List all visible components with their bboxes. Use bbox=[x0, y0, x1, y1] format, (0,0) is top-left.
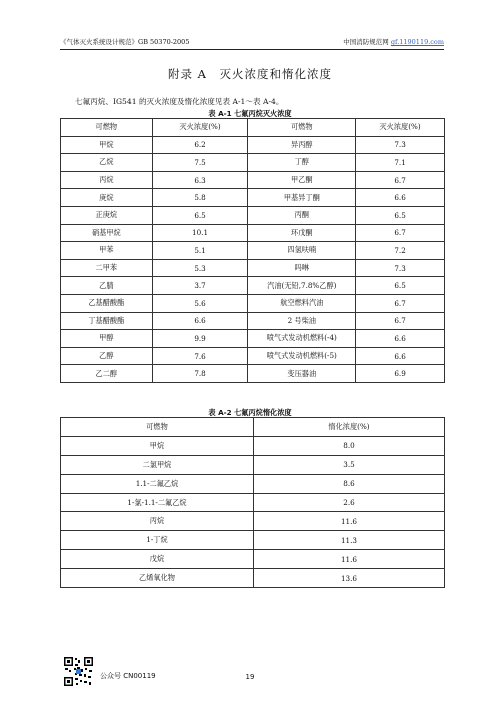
table-row bbox=[61, 550, 445, 569]
table-row bbox=[61, 365, 445, 383]
table-cell: 6.7 bbox=[356, 171, 445, 189]
table-a2-caption: 表 A-2 七氟丙烷惰化浓度 bbox=[208, 408, 292, 417]
header-site bbox=[343, 37, 444, 47]
table-cell: 乙腈 bbox=[61, 277, 153, 295]
table-cell: 8.6 bbox=[254, 474, 445, 493]
table-cell: 6.2 bbox=[152, 136, 248, 154]
table-cell: 丙烷 bbox=[61, 512, 254, 531]
table-cell: 6.5 bbox=[356, 206, 445, 224]
table-cell: 7.2 bbox=[356, 242, 445, 260]
table-row bbox=[61, 493, 445, 512]
table-row bbox=[61, 474, 445, 493]
table-cell: 丙酮 bbox=[248, 206, 356, 224]
table-cell: 7.1 bbox=[356, 154, 445, 172]
appendix-title: 附录 A 灭火浓度和惰化浓度 bbox=[168, 67, 332, 81]
table-cell: 甲烷 bbox=[61, 136, 153, 154]
table-row bbox=[61, 259, 445, 277]
table-cell: 硝基甲烷 bbox=[61, 224, 153, 242]
table-cell: 6.6 bbox=[356, 347, 445, 365]
table-row bbox=[61, 455, 445, 474]
column-header: 灭火浓度(%) bbox=[152, 119, 248, 137]
table-cell: 6.3 bbox=[152, 171, 248, 189]
table-cell: 戊烷 bbox=[61, 550, 254, 569]
table-cell: 正庚烷 bbox=[61, 206, 153, 224]
table-cell: 甲乙酮 bbox=[248, 171, 356, 189]
column-header: 可燃物 bbox=[61, 119, 153, 137]
table-cell: 6.6 bbox=[356, 189, 445, 207]
table-row bbox=[61, 277, 445, 295]
table-cell: 11.3 bbox=[254, 531, 445, 550]
table-row bbox=[61, 312, 445, 330]
table-row bbox=[61, 206, 445, 224]
column-header: 惰化浓度(%) bbox=[254, 418, 445, 437]
table-row bbox=[61, 569, 445, 588]
intro-paragraph: 七氟丙烷、IG541 的灭火浓度及惰化浓度见表 A-1～表 A-4。 bbox=[75, 97, 284, 106]
table-cell: 吗啉 bbox=[248, 259, 356, 277]
table-cell: 航空燃料汽油 bbox=[248, 294, 356, 312]
table-cell: 6.7 bbox=[356, 294, 445, 312]
table-cell: 10.1 bbox=[152, 224, 248, 242]
table-row bbox=[61, 436, 445, 455]
qr-code-icon bbox=[63, 656, 94, 687]
table-row bbox=[61, 512, 445, 531]
table-cell: 乙烯氧化物 bbox=[61, 569, 254, 588]
table-row bbox=[61, 531, 445, 550]
table-cell: 乙醇 bbox=[61, 347, 153, 365]
table-cell: 变压器油 bbox=[248, 365, 356, 383]
table-row bbox=[61, 136, 445, 154]
table-cell: 异丙醇 bbox=[248, 136, 356, 154]
table-cell: 6.7 bbox=[356, 224, 445, 242]
table-cell: 5.3 bbox=[152, 259, 248, 277]
table-cell: 7.3 bbox=[356, 136, 445, 154]
table-row bbox=[61, 330, 445, 348]
table-row bbox=[61, 154, 445, 172]
table-cell: 丙烷 bbox=[61, 171, 153, 189]
table-cell: 6.7 bbox=[356, 312, 445, 330]
table-cell: 1.1-二氟乙烷 bbox=[61, 474, 254, 493]
table-cell: 喷气式发动机燃料(-5) bbox=[248, 347, 356, 365]
table-cell: 喷气式发动机燃料(-4) bbox=[248, 330, 356, 348]
table-cell: 3.7 bbox=[152, 277, 248, 295]
table-cell: 11.6 bbox=[254, 512, 445, 531]
table-row bbox=[61, 189, 445, 207]
header-site-link[interactable]: gf.1190119.com bbox=[390, 38, 444, 46]
table-row bbox=[61, 294, 445, 312]
table-cell: 二甲苯 bbox=[61, 259, 153, 277]
table-cell: 甲醇 bbox=[61, 330, 153, 348]
table-cell: 庚烷 bbox=[61, 189, 153, 207]
table-a2 bbox=[60, 417, 445, 588]
table-a1 bbox=[60, 118, 445, 383]
table-cell: 5.8 bbox=[152, 189, 248, 207]
table-cell: 7.8 bbox=[152, 365, 248, 383]
table-cell: 四氢呋喃 bbox=[248, 242, 356, 260]
footer-wechat-label: 公众号 CN00119 bbox=[100, 672, 156, 680]
table-cell: 7.5 bbox=[152, 154, 248, 172]
table-header-row bbox=[61, 119, 445, 137]
table-cell: 乙基醋酸酯 bbox=[61, 294, 153, 312]
column-header: 可燃物 bbox=[61, 418, 254, 437]
table-a1-caption: 表 A-1 七氟丙烷灭火浓度 bbox=[208, 109, 292, 118]
column-header: 灭火浓度(%) bbox=[356, 119, 445, 137]
table-row bbox=[61, 242, 445, 260]
table-cell: 7.6 bbox=[152, 347, 248, 365]
table-cell: 7.3 bbox=[356, 259, 445, 277]
table-cell: 甲烷 bbox=[61, 436, 254, 455]
table-cell: 5.6 bbox=[152, 294, 248, 312]
table-cell: 环戊酮 bbox=[248, 224, 356, 242]
table-cell: 13.6 bbox=[254, 569, 445, 588]
table-cell: 汽油(无铅,7.8%乙醇) bbox=[248, 277, 356, 295]
page-header bbox=[60, 37, 444, 50]
header-doc-title: 《气体灭火系统设计规范》GB 50370-2005 bbox=[60, 38, 190, 46]
header-site-name: 中国消防规范网 bbox=[343, 38, 391, 46]
table-cell: 6.9 bbox=[356, 365, 445, 383]
table-row bbox=[61, 347, 445, 365]
table-cell: 甲基异丁酮 bbox=[248, 189, 356, 207]
table-cell: 6.5 bbox=[152, 206, 248, 224]
table-cell: 11.6 bbox=[254, 550, 445, 569]
table-cell: 甲苯 bbox=[61, 242, 153, 260]
table-cell: 丁醇 bbox=[248, 154, 356, 172]
table-cell: 8.0 bbox=[254, 436, 445, 455]
table-cell: 乙二醇 bbox=[61, 365, 153, 383]
table-row bbox=[61, 171, 445, 189]
table-cell: 9.9 bbox=[152, 330, 248, 348]
table-cell: 2.6 bbox=[254, 493, 445, 512]
table-cell: 乙烷 bbox=[61, 154, 153, 172]
table-cell: 6.6 bbox=[356, 330, 445, 348]
table-cell: 3.5 bbox=[254, 455, 445, 474]
table-cell: 6.6 bbox=[152, 312, 248, 330]
table-row bbox=[61, 224, 445, 242]
table-cell: 6.5 bbox=[356, 277, 445, 295]
table-cell: 丁基醋酸酯 bbox=[61, 312, 153, 330]
table-header-row bbox=[61, 418, 445, 437]
column-header: 可燃物 bbox=[248, 119, 356, 137]
table-cell: 1-丁烷 bbox=[61, 531, 254, 550]
page-number: 19 bbox=[245, 673, 255, 681]
table-cell: 1-氯-1.1-二氟乙烷 bbox=[61, 493, 254, 512]
table-cell: 二氯甲烷 bbox=[61, 455, 254, 474]
table-cell: 5.1 bbox=[152, 242, 248, 260]
table-cell: 2 号柴油 bbox=[248, 312, 356, 330]
